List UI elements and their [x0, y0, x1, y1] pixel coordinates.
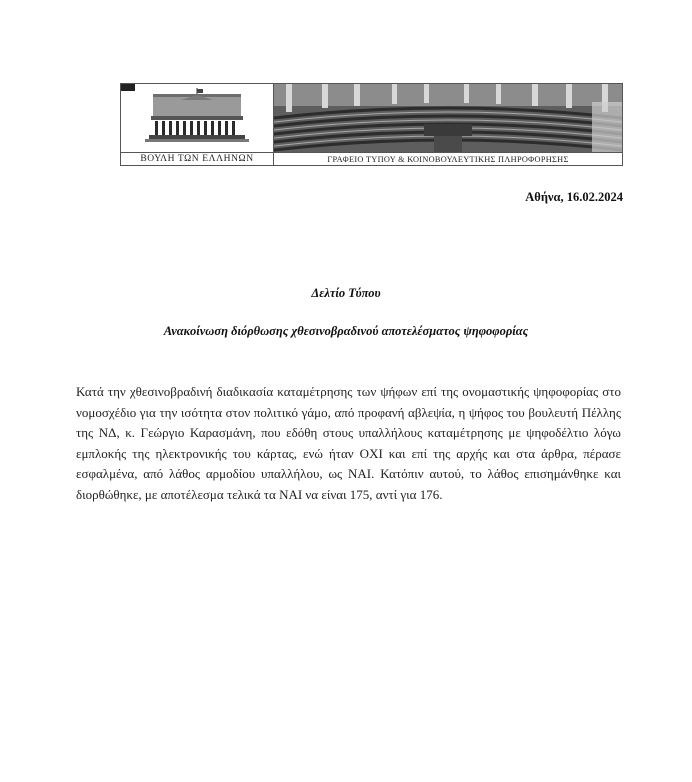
- document-title: Δελτίο Τύπου: [311, 286, 381, 300]
- document-subtitle: Ανακοίνωση διόρθωσης χθεσινοβραδινού αποτελέσματος ψηφοφορίας: [163, 324, 529, 338]
- parliament-logo: [121, 84, 274, 152]
- document-date: Αθήνα, 16.02.2024: [525, 190, 623, 204]
- press-office-caption: ΓΡΑΦΕΙΟ ΤΥΠΟΥ & ΚΟΙΝΟΒΟΥΛΕΥΤΙΚΗΣ ΠΛΗΡΟΦΟΡΗΣΗΣ: [274, 152, 622, 166]
- document-body: Κατά την χθεσινοβραδινή διαδικασία καταμέτρησης των ψήφων επί της ονομαστικής ψηφοφορίας στο νομοσχέδιο για την ισότητα στον πολιτικό γάμο, από προφανή αβλεψία, η ψήφος του βουλευτή Πέλλης της ΝΔ, κ. Γεώργιο Καρασμάνη, που εδόθη στους υπαλλήλους καταμέτρησης με ψηφοδέλτιο λόγω εμπλοκής της ηλεκτρονικής του κάρτας, ενώ ήταν ΟΧΙ και επί της αρχής και στα άρθρα, πέρασε εσφαλμένα, από λάθος αρμοδίου υπαλλήλου, ως ΝΑΙ. Κατόπιν αυτού, το λάθος επισημάνθηκε και διορθώθηκε, με αποτέλεσμα τελικά τα ΝΑΙ να είναι 175, αντί για 176.: [76, 384, 621, 502]
- parliament-building-icon: [121, 84, 273, 152]
- parliament-chamber-photo: [274, 84, 622, 152]
- parliament-name-caption: ΒΟΥΛΗ ΤΩΝ ΕΛΛΗΝΩΝ: [121, 152, 274, 166]
- letterhead-banner: [120, 83, 623, 166]
